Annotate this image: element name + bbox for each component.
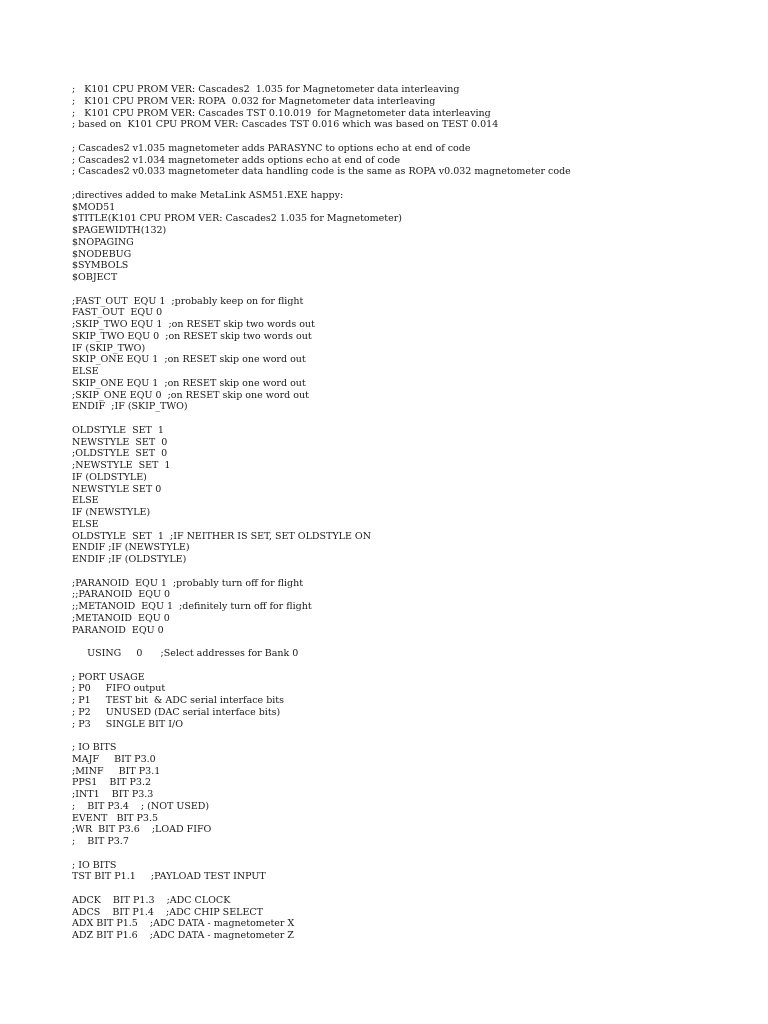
code-line: ;NEWSTYLE SET 1 [72,460,171,471]
code-line: ENDIF ;IF (NEWSTYLE) [72,542,190,554]
code-line: ;MINF BIT P3.1 [72,765,161,777]
code-line: ;directives added to make MetaLink ASM51.EXE happy: [72,189,344,201]
code-line: MAJF BIT P3.0 [72,753,156,765]
code-line: EVENT BIT P3.5 [72,812,159,824]
code-line: ADCS BIT P1.4 ;ADC CHIP SELECT [72,906,263,918]
code-line: ;INT1 BIT P3.3 [72,789,154,800]
code-line: PARANOID EQU 0 [72,624,164,636]
code-line: ;METANOID EQU 0 [72,612,170,624]
code-line: SKIP_ONE EQU 1 ;on RESET skip one word out [72,377,306,389]
code-line: ; K101 CPU PROM VER: Cascades2 1.035 for Magnetometer data interleaving [72,84,460,95]
code-line: $MOD51 [72,201,116,213]
code-line: $PAGEWIDTH(132) [72,225,167,236]
code-line: ; P1 TEST bit & ADC serial interface bits [72,695,285,706]
code-line: $TITLE(K101 CPU PROM VER: Cascades2 1.035 for Magnetometer) [72,213,402,225]
code-line: ;PARANOID EQU 1 ;probably turn off for flight [72,577,304,589]
code-line [72,636,571,648]
code-line: ; PORT USAGE [72,671,145,683]
source-code-listing [72,84,571,942]
code-line: ; K101 CPU PROM VER: ROPA 0.032 for Magnetometer data interleaving [72,95,436,107]
code-line: SKIP_TWO EQU 0 ;on RESET skip two words out [72,330,312,342]
code-line: ADCK BIT P1.3 ;ADC CLOCK [72,894,231,906]
code-line: TST BIT P1.1 ;PAYLOAD TEST INPUT [72,871,266,883]
code-line: NEWSTYLE SET 0 [72,436,168,448]
code-line: USING 0 ;Select addresses for Bank 0 [72,648,299,659]
code-line: ELSE [72,366,99,377]
code-line: ENDIF ;IF (SKIP_TWO) [72,401,188,413]
code-line: ;;PARANOID EQU 0 [72,589,171,601]
code-line: ; P0 FIFO output [72,683,166,695]
code-line: ; Cascades2 v1.035 magnetometer adds PARASYNC to options echo at end of code [72,142,471,154]
code-line [72,178,571,190]
code-line: ; Cascades2 v1.034 magnetometer adds options echo at end of code [72,154,401,166]
code-line: NEWSTYLE SET 0 [72,483,162,495]
code-line: FAST_OUT EQU 0 [72,307,163,319]
code-line: OLDSTYLE SET 1 [72,424,164,436]
code-line: ; P2 UNUSED (DAC serial interface bits) [72,706,281,718]
code-line: ; BIT P3.7 [72,836,129,847]
code-line: ENDIF ;IF (OLDSTYLE) [72,554,187,565]
code-line: ;SKIP_ONE EQU 0 ;on RESET skip one word out [72,389,309,401]
code-line [72,883,571,895]
code-line [72,848,571,860]
code-line [72,730,571,742]
code-line: ELSE [72,518,99,530]
code-line: PPS1 BIT P3.2 [72,777,152,789]
code-line: ; IO BITS [72,859,117,871]
code-line: IF (OLDSTYLE) [72,471,147,483]
code-line [72,660,571,672]
code-line: ;FAST_OUT EQU 1 ;probably keep on for flight [72,295,304,307]
code-line: ; Cascades2 v0.033 magnetometer data handling code is the same as ROPA v0.032 magnetometer code [72,166,571,178]
code-line: ADZ BIT P1.6 ;ADC DATA - magnetometer Z [72,930,294,941]
code-line: $NOPAGING [72,236,134,248]
code-line: $OBJECT [72,272,118,283]
code-line: ; K101 CPU PROM VER: Cascades TST 0.10.019 for Magnetometer data interleaving [72,107,491,119]
code-line: OLDSTYLE SET 1 ;IF NEITHER IS SET, SET OLDSTYLE ON [72,530,372,542]
code-line [72,131,571,143]
code-line: ADX BIT P1.5 ;ADC DATA - magnetometer X [72,918,295,930]
code-line: ;;METANOID EQU 1 ;definitely turn off for flight [72,601,312,612]
code-line: ;SKIP_TWO EQU 1 ;on RESET skip two words out [72,319,315,330]
code-line: $NODEBUG [72,248,132,260]
code-line: ; BIT P3.4 ; (NOT USED) [72,800,210,812]
code-line: SKIP_ONE EQU 1 ;on RESET skip one word out [72,354,306,366]
code-line: ;WR BIT P3.6 ;LOAD FIFO [72,824,212,836]
code-line: IF (NEWSTYLE) [72,507,151,518]
code-line: ;OLDSTYLE SET 0 [72,448,168,460]
code-line: ; P3 SINGLE BIT I/O [72,718,184,730]
code-line [72,284,571,296]
code-line: ; based on K101 CPU PROM VER: Cascades TST 0.016 which was based on TEST 0.014 [72,119,499,131]
code-line: ELSE [72,495,99,507]
code-line [72,566,571,578]
code-line: ; IO BITS [72,742,117,753]
code-line: $SYMBOLS [72,260,129,272]
code-line: IF (SKIP_TWO) [72,342,146,354]
code-line [72,413,571,425]
